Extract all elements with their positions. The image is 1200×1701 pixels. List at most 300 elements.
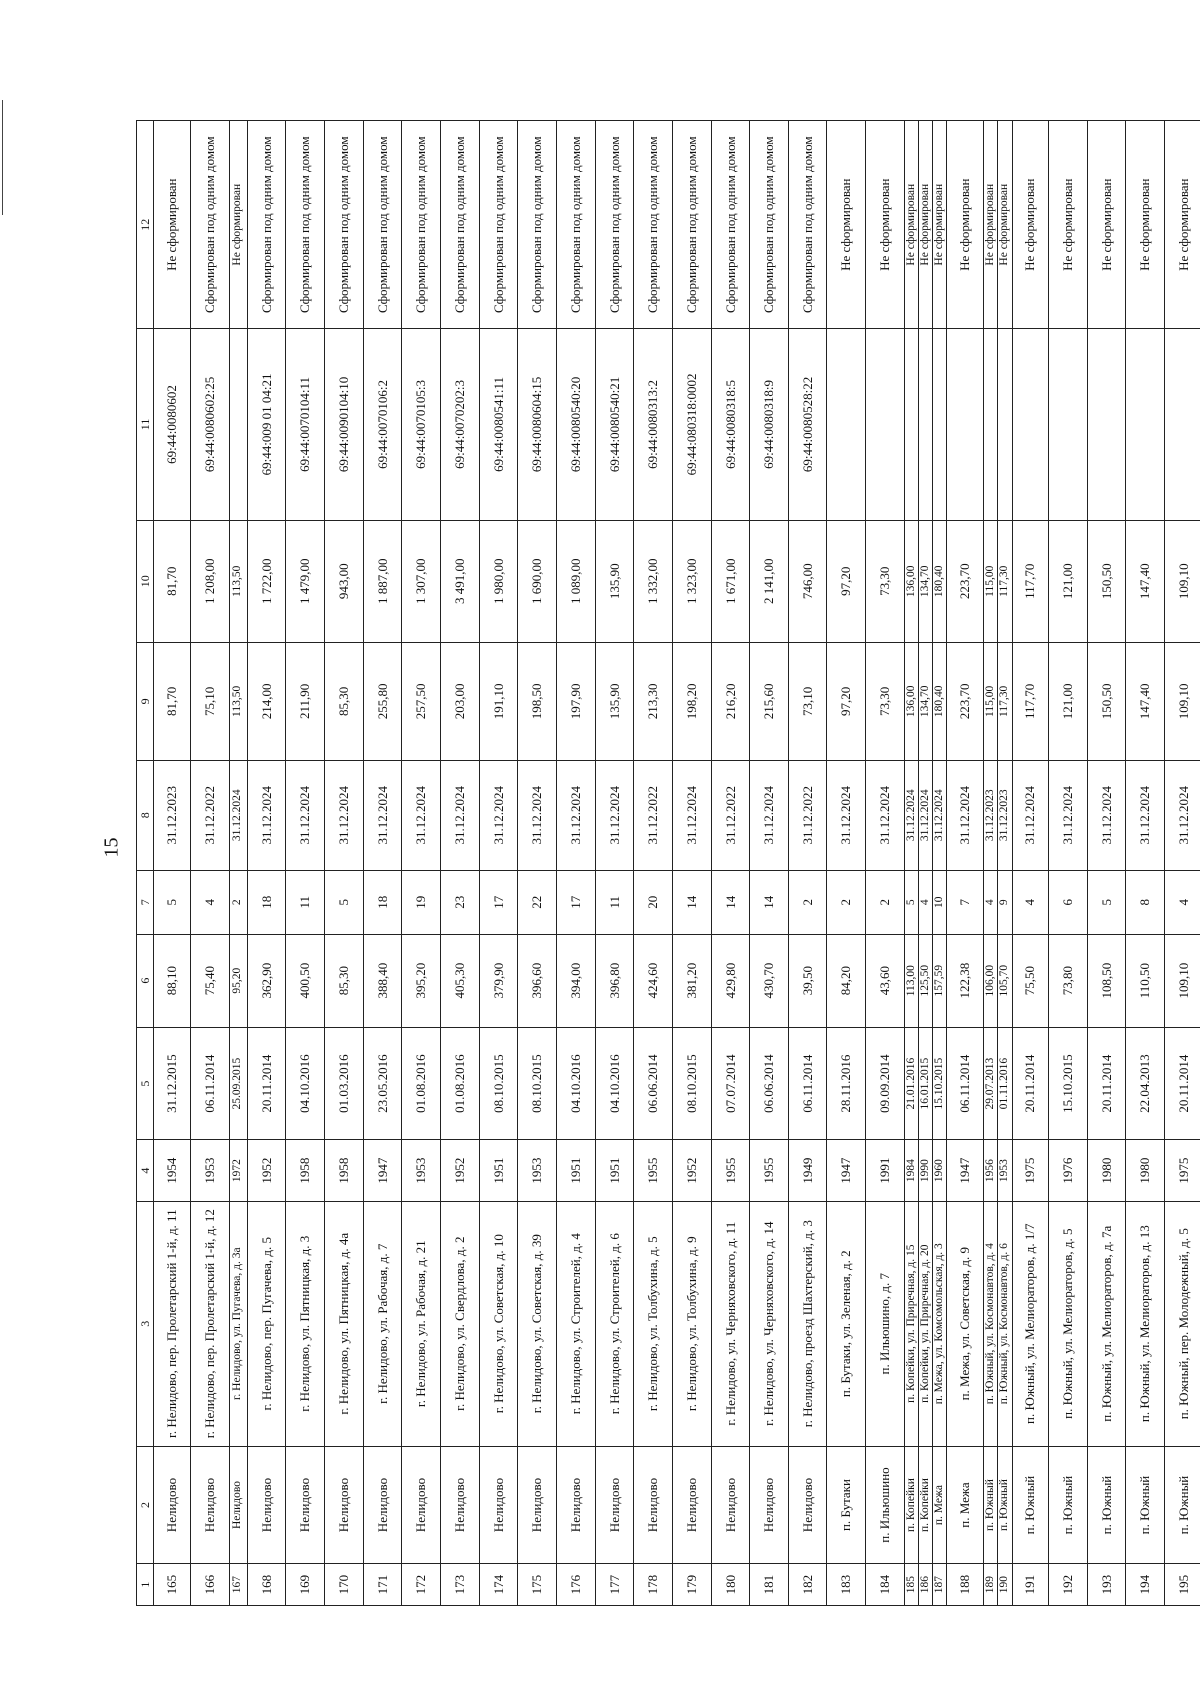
row-number-cell: 169 (286, 1564, 325, 1606)
cadastral-number-cell (827, 329, 866, 520)
land-area-cell: 73,30 (866, 520, 905, 643)
land-area-cell: 121,00 (1049, 520, 1088, 643)
settlement-cell: Нелидово (479, 1446, 518, 1564)
recognition-date-cell: 01.03.2016 (325, 1027, 364, 1140)
build-year-cell: 1984 (904, 1140, 918, 1201)
recognition-date-cell: 01.08.2016 (441, 1027, 480, 1140)
address-cell: п. Межа, ул. Советская, д. 9 (947, 1201, 984, 1446)
recognition-date-cell: 20.11.2014 (1087, 1027, 1126, 1140)
header-col-11: 11 (137, 329, 154, 520)
table-row (229, 121, 247, 1606)
header-col-6: 6 (137, 934, 154, 1027)
area-cell: 125,50 (918, 934, 932, 1027)
cadastral-number-cell (1049, 329, 1088, 520)
settlement-cell: п. Южный (1087, 1446, 1126, 1564)
resettlement-deadline-cell: 31.12.2023 (998, 760, 1012, 870)
land-status-cell: Не сформирован (229, 121, 247, 329)
recognition-date-cell: 01.11.2016 (998, 1027, 1012, 1140)
address-cell: г. Нелидово, ул. Строителей, д. 4 (556, 1201, 595, 1446)
area-cell: 400,50 (286, 934, 325, 1027)
residents-count-cell: 18 (363, 870, 402, 934)
land-area-cell: 943,00 (325, 520, 364, 643)
cadastral-number-cell: 69:44:0080528:22 (788, 329, 827, 520)
table-row (672, 121, 711, 1606)
living-area-cell: 198,50 (518, 643, 557, 761)
table-body (137, 121, 1200, 1606)
row-number-cell: 194 (1126, 1564, 1165, 1606)
land-status-cell: Сформирован под одним домом (363, 121, 402, 329)
settlement-cell: Нелидово (672, 1446, 711, 1564)
recognition-date-cell: 08.10.2015 (518, 1027, 557, 1140)
settlement-cell: Нелидово (711, 1446, 750, 1564)
land-area-cell: 746,00 (788, 520, 827, 643)
area-cell: 110,50 (1126, 934, 1165, 1027)
table-row (933, 121, 947, 1606)
area-cell: 388,40 (363, 934, 402, 1027)
living-area-cell: 257,50 (402, 643, 441, 761)
table-row (247, 121, 286, 1606)
recognition-date-cell: 04.10.2016 (556, 1027, 595, 1140)
address-cell: п. Южный, ул. Мелиораторов, д. 5 (1049, 1201, 1088, 1446)
row-number-cell: 187 (933, 1564, 947, 1606)
land-status-cell: Не сформирован (947, 121, 984, 329)
address-cell: п. Южный, ул. Мелиораторов, д. 1/7 (1012, 1201, 1049, 1446)
resettlement-deadline-cell: 31.12.2022 (711, 760, 750, 870)
land-area-cell: 113,50 (229, 520, 247, 643)
table-row (190, 121, 229, 1606)
area-cell: 108,50 (1087, 934, 1126, 1027)
header-col-1: 1 (137, 1564, 154, 1606)
recognition-date-cell: 21.01.2016 (904, 1027, 918, 1140)
area-cell: 73,80 (1049, 934, 1088, 1027)
cadastral-number-cell (229, 329, 247, 520)
residents-count-cell: 7 (947, 870, 984, 934)
land-area-cell: 1 307,00 (402, 520, 441, 643)
address-cell: г. Нелидово, ул. Черняховского, д. 11 (711, 1201, 750, 1446)
residents-count-cell: 4 (190, 870, 229, 934)
address-cell: г. Нелидово, ул. Пятницкая, д. 3 (286, 1201, 325, 1446)
land-status-cell: Не сформирован (918, 121, 932, 329)
living-area-cell: 117,30 (998, 643, 1012, 761)
land-status-cell: Сформирован под одним домом (402, 121, 441, 329)
cadastral-number-cell (1165, 329, 1200, 520)
build-year-cell: 1949 (788, 1140, 827, 1201)
build-year-cell: 1960 (933, 1140, 947, 1201)
table-row (556, 121, 595, 1606)
address-cell: г. Нелидово, ул. Пугачева, д. 3а (229, 1201, 247, 1446)
row-number-cell: 185 (904, 1564, 918, 1606)
row-number-cell: 195 (1165, 1564, 1200, 1606)
area-cell: 396,60 (518, 934, 557, 1027)
area-cell: 395,20 (402, 934, 441, 1027)
recognition-date-cell: 04.10.2016 (286, 1027, 325, 1140)
land-area-cell: 135,90 (595, 520, 634, 643)
resettlement-deadline-cell: 31.12.2024 (933, 760, 947, 870)
build-year-cell: 1954 (154, 1140, 191, 1201)
living-area-cell: 147,40 (1126, 643, 1165, 761)
table-row (518, 121, 557, 1606)
land-area-cell: 2 141,00 (750, 520, 789, 643)
area-cell: 381,20 (672, 934, 711, 1027)
living-area-cell: 73,10 (788, 643, 827, 761)
resettlement-deadline-cell: 31.12.2024 (750, 760, 789, 870)
recognition-date-cell: 01.08.2016 (402, 1027, 441, 1140)
row-number-cell: 191 (1012, 1564, 1049, 1606)
row-number-cell: 180 (711, 1564, 750, 1606)
resettlement-deadline-cell: 31.12.2024 (286, 760, 325, 870)
cadastral-number-cell: 69:44:0070106:2 (363, 329, 402, 520)
resettlement-deadline-cell: 31.12.2024 (441, 760, 480, 870)
land-status-cell: Не сформирован (827, 121, 866, 329)
resettlement-deadline-cell: 31.12.2024 (1012, 760, 1049, 870)
build-year-cell: 1955 (711, 1140, 750, 1201)
settlement-cell: Нелидово (325, 1446, 364, 1564)
cadastral-number-cell: 69:44:0080604:15 (518, 329, 557, 520)
recognition-date-cell: 06.06.2014 (634, 1027, 673, 1140)
land-area-cell: 1 208,00 (190, 520, 229, 643)
living-area-cell: 135,90 (595, 643, 634, 761)
residents-count-cell: 5 (325, 870, 364, 934)
recognition-date-cell: 06.11.2014 (788, 1027, 827, 1140)
land-status-cell: Сформирован под одним домом (325, 121, 364, 329)
table-row (904, 121, 918, 1606)
resettlement-deadline-cell: 31.12.2024 (827, 760, 866, 870)
address-cell: г. Нелидово, ул. Рабочая, д. 7 (363, 1201, 402, 1446)
build-year-cell: 1947 (947, 1140, 984, 1201)
settlement-cell: Нелидово (286, 1446, 325, 1564)
resettlement-deadline-cell: 31.12.2024 (402, 760, 441, 870)
header-col-9: 9 (137, 643, 154, 761)
area-cell: 430,70 (750, 934, 789, 1027)
living-area-cell: 214,00 (247, 643, 286, 761)
residents-count-cell: 11 (286, 870, 325, 934)
build-year-cell: 1953 (998, 1140, 1012, 1201)
residents-count-cell: 20 (634, 870, 673, 934)
resettlement-deadline-cell: 31.12.2024 (1087, 760, 1126, 870)
residents-count-cell: 18 (247, 870, 286, 934)
residents-count-cell: 2 (866, 870, 905, 934)
cadastral-number-cell (904, 329, 918, 520)
address-cell: г. Нелидово, ул. Строителей, д. 6 (595, 1201, 634, 1446)
table-row (402, 121, 441, 1606)
address-cell: г. Нелидово, ул. Советская, д. 39 (518, 1201, 557, 1446)
residents-count-cell: 14 (672, 870, 711, 934)
area-cell: 429,80 (711, 934, 750, 1027)
land-area-cell: 134,70 (918, 520, 932, 643)
cadastral-number-cell: 69:44:0080540:21 (595, 329, 634, 520)
residents-count-cell: 2 (788, 870, 827, 934)
table-row (998, 121, 1012, 1606)
build-year-cell: 1953 (402, 1140, 441, 1201)
resettlement-deadline-cell: 31.12.2023 (154, 760, 191, 870)
cadastral-number-cell: 69:44:0080541:11 (479, 329, 518, 520)
housing-register-table (136, 120, 1200, 1606)
row-number-cell: 179 (672, 1564, 711, 1606)
table-row (325, 121, 364, 1606)
build-year-cell: 1972 (229, 1140, 247, 1201)
settlement-cell: Нелидово (363, 1446, 402, 1564)
resettlement-deadline-cell: 31.12.2024 (518, 760, 557, 870)
area-cell: 39,50 (788, 934, 827, 1027)
residents-count-cell: 11 (595, 870, 634, 934)
build-year-cell: 1952 (247, 1140, 286, 1201)
table-row (363, 121, 402, 1606)
table-header-row (137, 121, 154, 1606)
residents-count-cell: 5 (154, 870, 191, 934)
area-cell: 85,30 (325, 934, 364, 1027)
residents-count-cell: 22 (518, 870, 557, 934)
settlement-cell: Нелидово (402, 1446, 441, 1564)
area-cell: 113,00 (904, 934, 918, 1027)
settlement-cell: п. Южный (1049, 1446, 1088, 1564)
land-status-cell: Не сформирован (1049, 121, 1088, 329)
resettlement-deadline-cell: 31.12.2024 (556, 760, 595, 870)
address-cell: п. Южный, ул. Мелиораторов, д. 13 (1126, 1201, 1165, 1446)
land-area-cell: 1 332,00 (634, 520, 673, 643)
recognition-date-cell: 16.01.2015 (918, 1027, 932, 1140)
row-number-cell: 189 (984, 1564, 998, 1606)
table-row (1126, 121, 1165, 1606)
build-year-cell: 1955 (750, 1140, 789, 1201)
cadastral-number-cell (1012, 329, 1049, 520)
header-col-10: 10 (137, 520, 154, 643)
address-cell: п. Южный, ул. Мелиораторов, д. 7а (1087, 1201, 1126, 1446)
build-year-cell: 1975 (1012, 1140, 1049, 1201)
table-row (441, 121, 480, 1606)
land-area-cell: 81,70 (154, 520, 191, 643)
address-cell: п. Ильюшино, д. 7 (866, 1201, 905, 1446)
resettlement-deadline-cell: 31.12.2024 (595, 760, 634, 870)
land-status-cell: Сформирован под одним домом (190, 121, 229, 329)
resettlement-deadline-cell: 31.12.2024 (325, 760, 364, 870)
rotated-table-container (136, 120, 1200, 1606)
area-cell: 394,00 (556, 934, 595, 1027)
area-cell: 75,40 (190, 934, 229, 1027)
recognition-date-cell: 20.11.2014 (1165, 1027, 1200, 1140)
table-row (286, 121, 325, 1606)
land-area-cell: 1 479,00 (286, 520, 325, 643)
address-cell: п. Южный, ул. Космонавтов, д. 6 (998, 1201, 1012, 1446)
build-year-cell: 1976 (1049, 1140, 1088, 1201)
residents-count-cell: 5 (904, 870, 918, 934)
land-status-cell: Сформирован под одним домом (286, 121, 325, 329)
land-status-cell: Сформирован под одним домом (750, 121, 789, 329)
build-year-cell: 1951 (556, 1140, 595, 1201)
row-number-cell: 192 (1049, 1564, 1088, 1606)
address-cell: г. Нелидово, ул. Советская, д. 10 (479, 1201, 518, 1446)
living-area-cell: 150,50 (1087, 643, 1126, 761)
table-row (984, 121, 998, 1606)
table-row (634, 121, 673, 1606)
area-cell: 105,70 (998, 934, 1012, 1027)
living-area-cell: 255,80 (363, 643, 402, 761)
land-area-cell: 136,00 (904, 520, 918, 643)
recognition-date-cell: 08.10.2015 (479, 1027, 518, 1140)
address-cell: г. Нелидово, пер. Пугачева, д. 5 (247, 1201, 286, 1446)
settlement-cell: п. Межа (947, 1446, 984, 1564)
cadastral-number-cell (998, 329, 1012, 520)
build-year-cell: 1980 (1126, 1140, 1165, 1201)
area-cell: 109,10 (1165, 934, 1200, 1027)
settlement-cell: п. Южный (984, 1446, 998, 1564)
build-year-cell: 1952 (672, 1140, 711, 1201)
land-area-cell: 115,00 (984, 520, 998, 643)
land-area-cell: 147,40 (1126, 520, 1165, 643)
land-status-cell: Не сформирован (1165, 121, 1200, 329)
table-row (1012, 121, 1049, 1606)
table-row (750, 121, 789, 1606)
settlement-cell: п. Ильюшино (866, 1446, 905, 1564)
living-area-cell: 115,00 (984, 643, 998, 761)
cadastral-number-cell: 69:44:0080313:2 (634, 329, 673, 520)
table-row (154, 121, 191, 1606)
area-cell: 424,60 (634, 934, 673, 1027)
address-cell: г. Нелидово, ул. Толбухина, д. 5 (634, 1201, 673, 1446)
cadastral-number-cell (1126, 329, 1165, 520)
settlement-cell: п. Межа (933, 1446, 947, 1564)
build-year-cell: 1958 (286, 1140, 325, 1201)
land-status-cell: Не сформирован (904, 121, 918, 329)
area-cell: 396,80 (595, 934, 634, 1027)
cadastral-number-cell (933, 329, 947, 520)
area-cell: 122,38 (947, 934, 984, 1027)
recognition-date-cell: 07.07.2014 (711, 1027, 750, 1140)
land-status-cell: Сформирован под одним домом (247, 121, 286, 329)
row-number-cell: 168 (247, 1564, 286, 1606)
header-col-3: 3 (137, 1201, 154, 1446)
cadastral-number-cell: 69:44:0070104:11 (286, 329, 325, 520)
land-area-cell: 150,50 (1087, 520, 1126, 643)
build-year-cell: 1955 (634, 1140, 673, 1201)
settlement-cell: Нелидово (595, 1446, 634, 1564)
settlement-cell: п. Южный (1012, 1446, 1049, 1564)
resettlement-deadline-cell: 31.12.2024 (229, 760, 247, 870)
settlement-cell: Нелидово (788, 1446, 827, 1564)
recognition-date-cell: 29.07.2013 (984, 1027, 998, 1140)
row-number-cell: 174 (479, 1564, 518, 1606)
row-number-cell: 176 (556, 1564, 595, 1606)
address-cell: п. Бутаки, ул. Зеленая, д. 2 (827, 1201, 866, 1446)
address-cell: п. Межа, ул. Комсомольская, д. 3 (933, 1201, 947, 1446)
living-area-cell: 73,30 (866, 643, 905, 761)
settlement-cell: Нелидово (229, 1446, 247, 1564)
address-cell: п. Южный, ул. Космонавтов, д. 4 (984, 1201, 998, 1446)
area-cell: 95,20 (229, 934, 247, 1027)
build-year-cell: 1991 (866, 1140, 905, 1201)
cadastral-number-cell (984, 329, 998, 520)
settlement-cell: Нелидово (154, 1446, 191, 1564)
settlement-cell: Нелидово (556, 1446, 595, 1564)
resettlement-deadline-cell: 31.12.2022 (634, 760, 673, 870)
living-area-cell: 215,60 (750, 643, 789, 761)
resettlement-deadline-cell: 31.12.2022 (190, 760, 229, 870)
cadastral-number-cell (918, 329, 932, 520)
land-area-cell: 117,30 (998, 520, 1012, 643)
address-cell: г. Нелидово, ул. Рабочая, д. 21 (402, 1201, 441, 1446)
resettlement-deadline-cell: 31.12.2024 (1126, 760, 1165, 870)
resettlement-deadline-cell: 31.12.2024 (479, 760, 518, 870)
address-cell: п. Южный, пер. Молодежный, д. 5 (1165, 1201, 1200, 1446)
living-area-cell: 197,90 (556, 643, 595, 761)
land-area-cell: 1 089,00 (556, 520, 595, 643)
recognition-date-cell: 15.10.2015 (1049, 1027, 1088, 1140)
land-status-cell: Не сформирован (998, 121, 1012, 329)
build-year-cell: 1947 (363, 1140, 402, 1201)
residents-count-cell: 17 (556, 870, 595, 934)
residents-count-cell: 5 (1087, 870, 1126, 934)
build-year-cell: 1951 (479, 1140, 518, 1201)
area-cell: 43,60 (866, 934, 905, 1027)
living-area-cell: 203,00 (441, 643, 480, 761)
cadastral-number-cell: 69:44:0070202:3 (441, 329, 480, 520)
living-area-cell: 180,40 (933, 643, 947, 761)
build-year-cell: 1975 (1165, 1140, 1200, 1201)
land-area-cell: 1 323,00 (672, 520, 711, 643)
table-row (947, 121, 984, 1606)
address-cell: г. Нелидово, ул. Свердлова, д. 2 (441, 1201, 480, 1446)
settlement-cell: Нелидово (634, 1446, 673, 1564)
settlement-cell: Нелидово (190, 1446, 229, 1564)
build-year-cell: 1956 (984, 1140, 998, 1201)
recognition-date-cell: 25.09.2015 (229, 1027, 247, 1140)
residents-count-cell: 17 (479, 870, 518, 934)
recognition-date-cell: 31.12.2015 (154, 1027, 191, 1140)
residents-count-cell: 4 (1165, 870, 1200, 934)
area-cell: 405,30 (441, 934, 480, 1027)
resettlement-deadline-cell: 31.12.2022 (788, 760, 827, 870)
table-row (1049, 121, 1088, 1606)
row-number-cell: 165 (154, 1564, 191, 1606)
living-area-cell: 85,30 (325, 643, 364, 761)
land-area-cell: 1 980,00 (479, 520, 518, 643)
land-status-cell: Не сформирован (984, 121, 998, 329)
settlement-cell: п. Бутаки (827, 1446, 866, 1564)
land-area-cell: 1 690,00 (518, 520, 557, 643)
resettlement-deadline-cell: 31.12.2024 (866, 760, 905, 870)
address-cell: г. Нелидово, проезд Шахтерский, д. 3 (788, 1201, 827, 1446)
land-status-cell: Не сформирован (866, 121, 905, 329)
land-area-cell: 97,20 (827, 520, 866, 643)
land-status-cell: Не сформирован (933, 121, 947, 329)
residents-count-cell: 2 (229, 870, 247, 934)
area-cell: 88,10 (154, 934, 191, 1027)
land-status-cell: Не сформирован (1012, 121, 1049, 329)
address-cell: п. Копейки, ул. Приречная, д. 20 (918, 1201, 932, 1446)
area-cell: 75,50 (1012, 934, 1049, 1027)
residents-count-cell: 4 (984, 870, 998, 934)
address-cell: п. Копейки, ул. Приречная, д. 15 (904, 1201, 918, 1446)
settlement-cell: п. Копейки (918, 1446, 932, 1564)
land-status-cell: Не сформирован (1126, 121, 1165, 329)
resettlement-deadline-cell: 31.12.2024 (947, 760, 984, 870)
residents-count-cell: 14 (750, 870, 789, 934)
row-number-cell: 173 (441, 1564, 480, 1606)
recognition-date-cell: 20.11.2014 (247, 1027, 286, 1140)
row-number-cell: 178 (634, 1564, 673, 1606)
address-cell: г. Нелидово, ул. Черняховского, д. 14 (750, 1201, 789, 1446)
residents-count-cell: 4 (1012, 870, 1049, 934)
living-area-cell: 113,50 (229, 643, 247, 761)
row-number-cell: 183 (827, 1564, 866, 1606)
build-year-cell: 1952 (441, 1140, 480, 1201)
resettlement-deadline-cell: 31.12.2024 (1165, 760, 1200, 870)
row-number-cell: 177 (595, 1564, 634, 1606)
cadastral-number-cell: 69:44:0080318:5 (711, 329, 750, 520)
land-area-cell: 180,40 (933, 520, 947, 643)
row-number-cell: 170 (325, 1564, 364, 1606)
recognition-date-cell: 28.11.2016 (827, 1027, 866, 1140)
build-year-cell: 1951 (595, 1140, 634, 1201)
